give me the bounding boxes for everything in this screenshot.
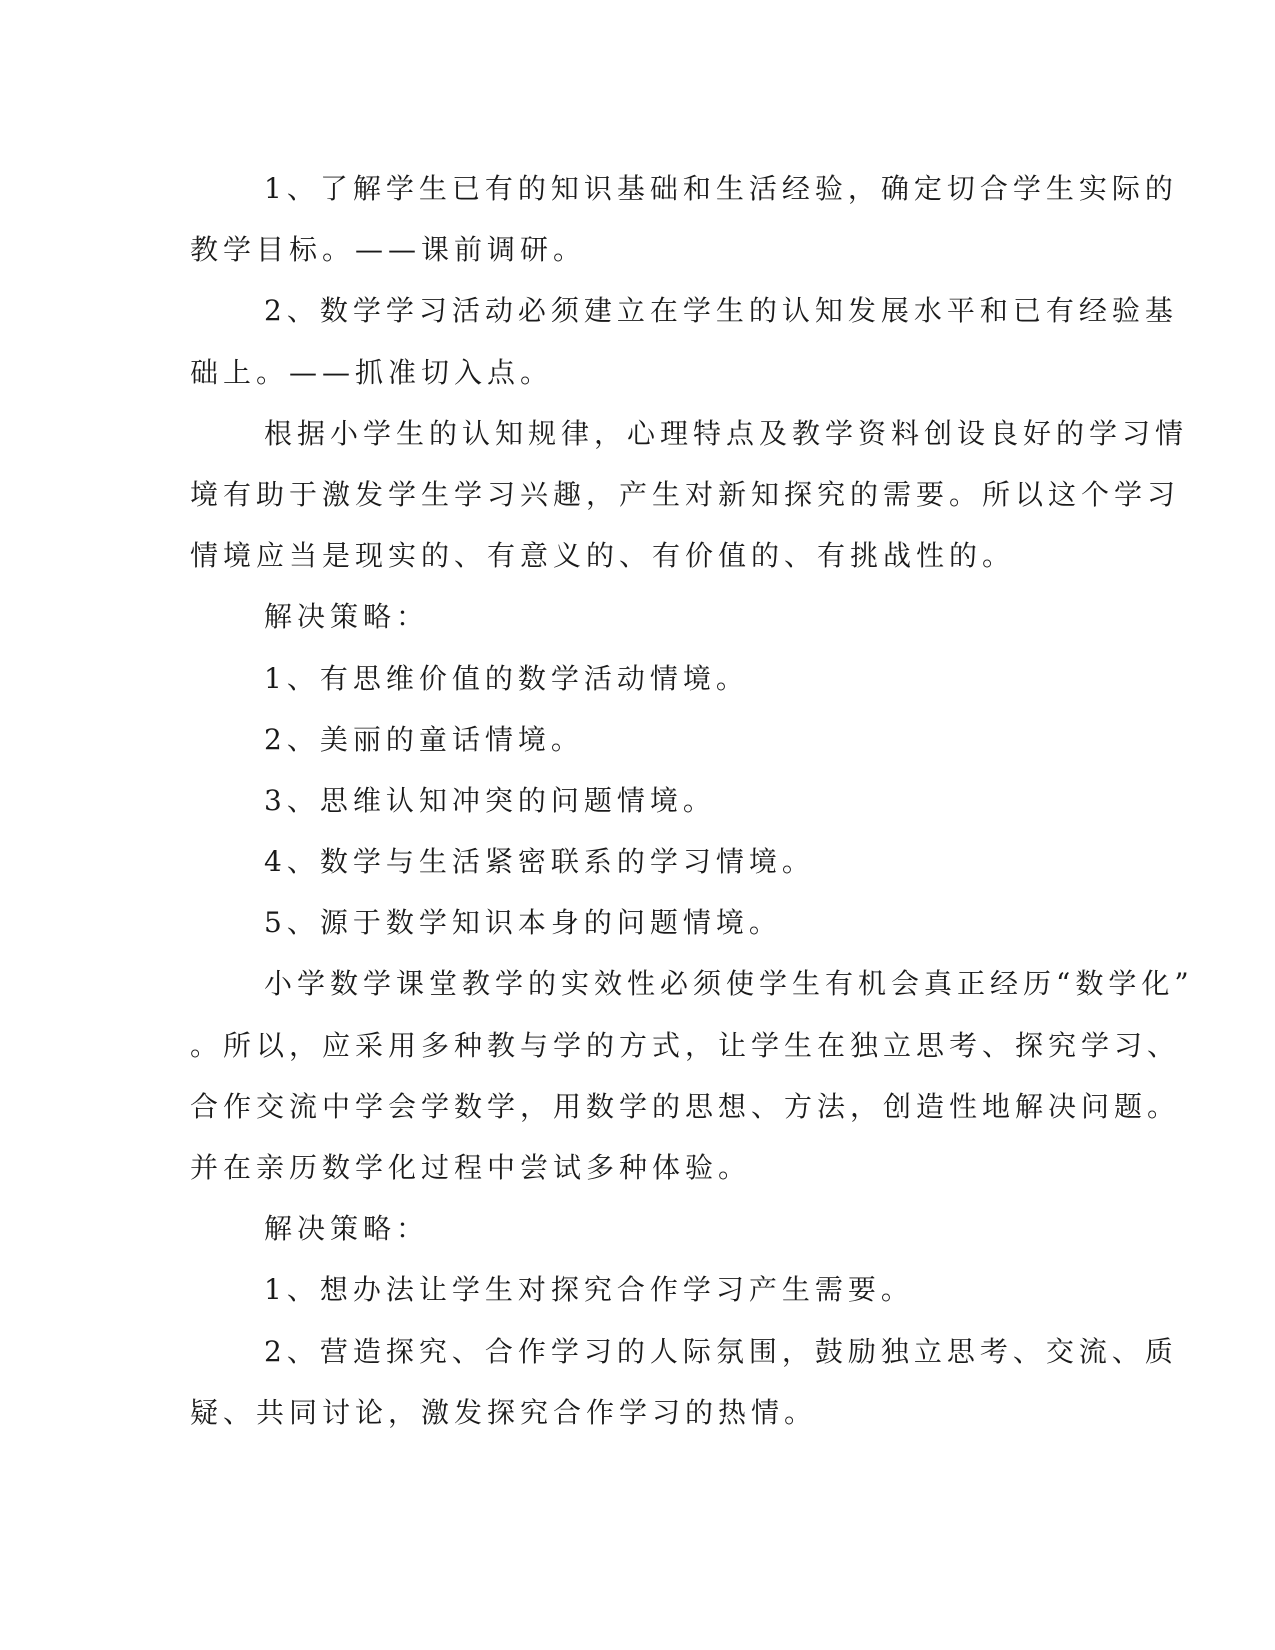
text-line: 小学数学课堂教学的实效性必须使学生有机会真正经历“数学化” [264, 967, 1194, 1001]
document-body [190, 158, 1194, 1443]
text-line: 教学目标。——课前调研。 [190, 233, 587, 267]
text-line: 并在亲历数学化过程中尝试多种体验。 [190, 1151, 752, 1184]
section-heading: 解决策略： [264, 600, 430, 634]
list-item: 3、思维认知冲突的问题情境。 [264, 783, 716, 817]
list-item: 1、有思维价值的数学活动情境。 [264, 661, 749, 695]
text-line: 境有助于激发学生学习兴趣，产生对新知探究的需要。所以这个学习 [190, 477, 1181, 511]
text-line: 1、了解学生已有的知识基础和生活经验，确定切合学生实际的 [264, 172, 1178, 205]
text-line: 合作交流中学会学数学，用数学的思想、方法，创造性地解决问题。 [190, 1089, 1181, 1123]
text-line: 根据小学生的认知规律，心理特点及教学资料创设良好的学习情 [264, 416, 1189, 450]
text-line: 疑、共同讨论，激发探究合作学习的热情。 [190, 1395, 818, 1429]
text-line: 2、数学学习活动必须建立在学生的认知发展水平和已有经验基 [264, 294, 1178, 328]
list-item: 1、想办法让学生对探究合作学习产生需要。 [264, 1273, 914, 1307]
list-item: 2、营造探究、合作学习的人际氛围，鼓励独立思考、交流、质 [264, 1334, 1178, 1368]
list-item: 4、数学与生活紧密联系的学习情境。 [264, 845, 815, 879]
text-line: 。所以，应采用多种教与学的方式，让学生在独立思考、探究学习、 [190, 1028, 1181, 1062]
list-item: 5、源于数学知识本身的问题情境。 [264, 906, 782, 940]
section-heading: 解决策略： [264, 1212, 430, 1246]
text-line: 情境应当是现实的、有意义的、有价值的、有挑战性的。 [190, 539, 1016, 573]
list-item: 2、美丽的童话情境。 [264, 722, 584, 756]
text-line: 础上。——抓准切入点。 [190, 355, 554, 389]
